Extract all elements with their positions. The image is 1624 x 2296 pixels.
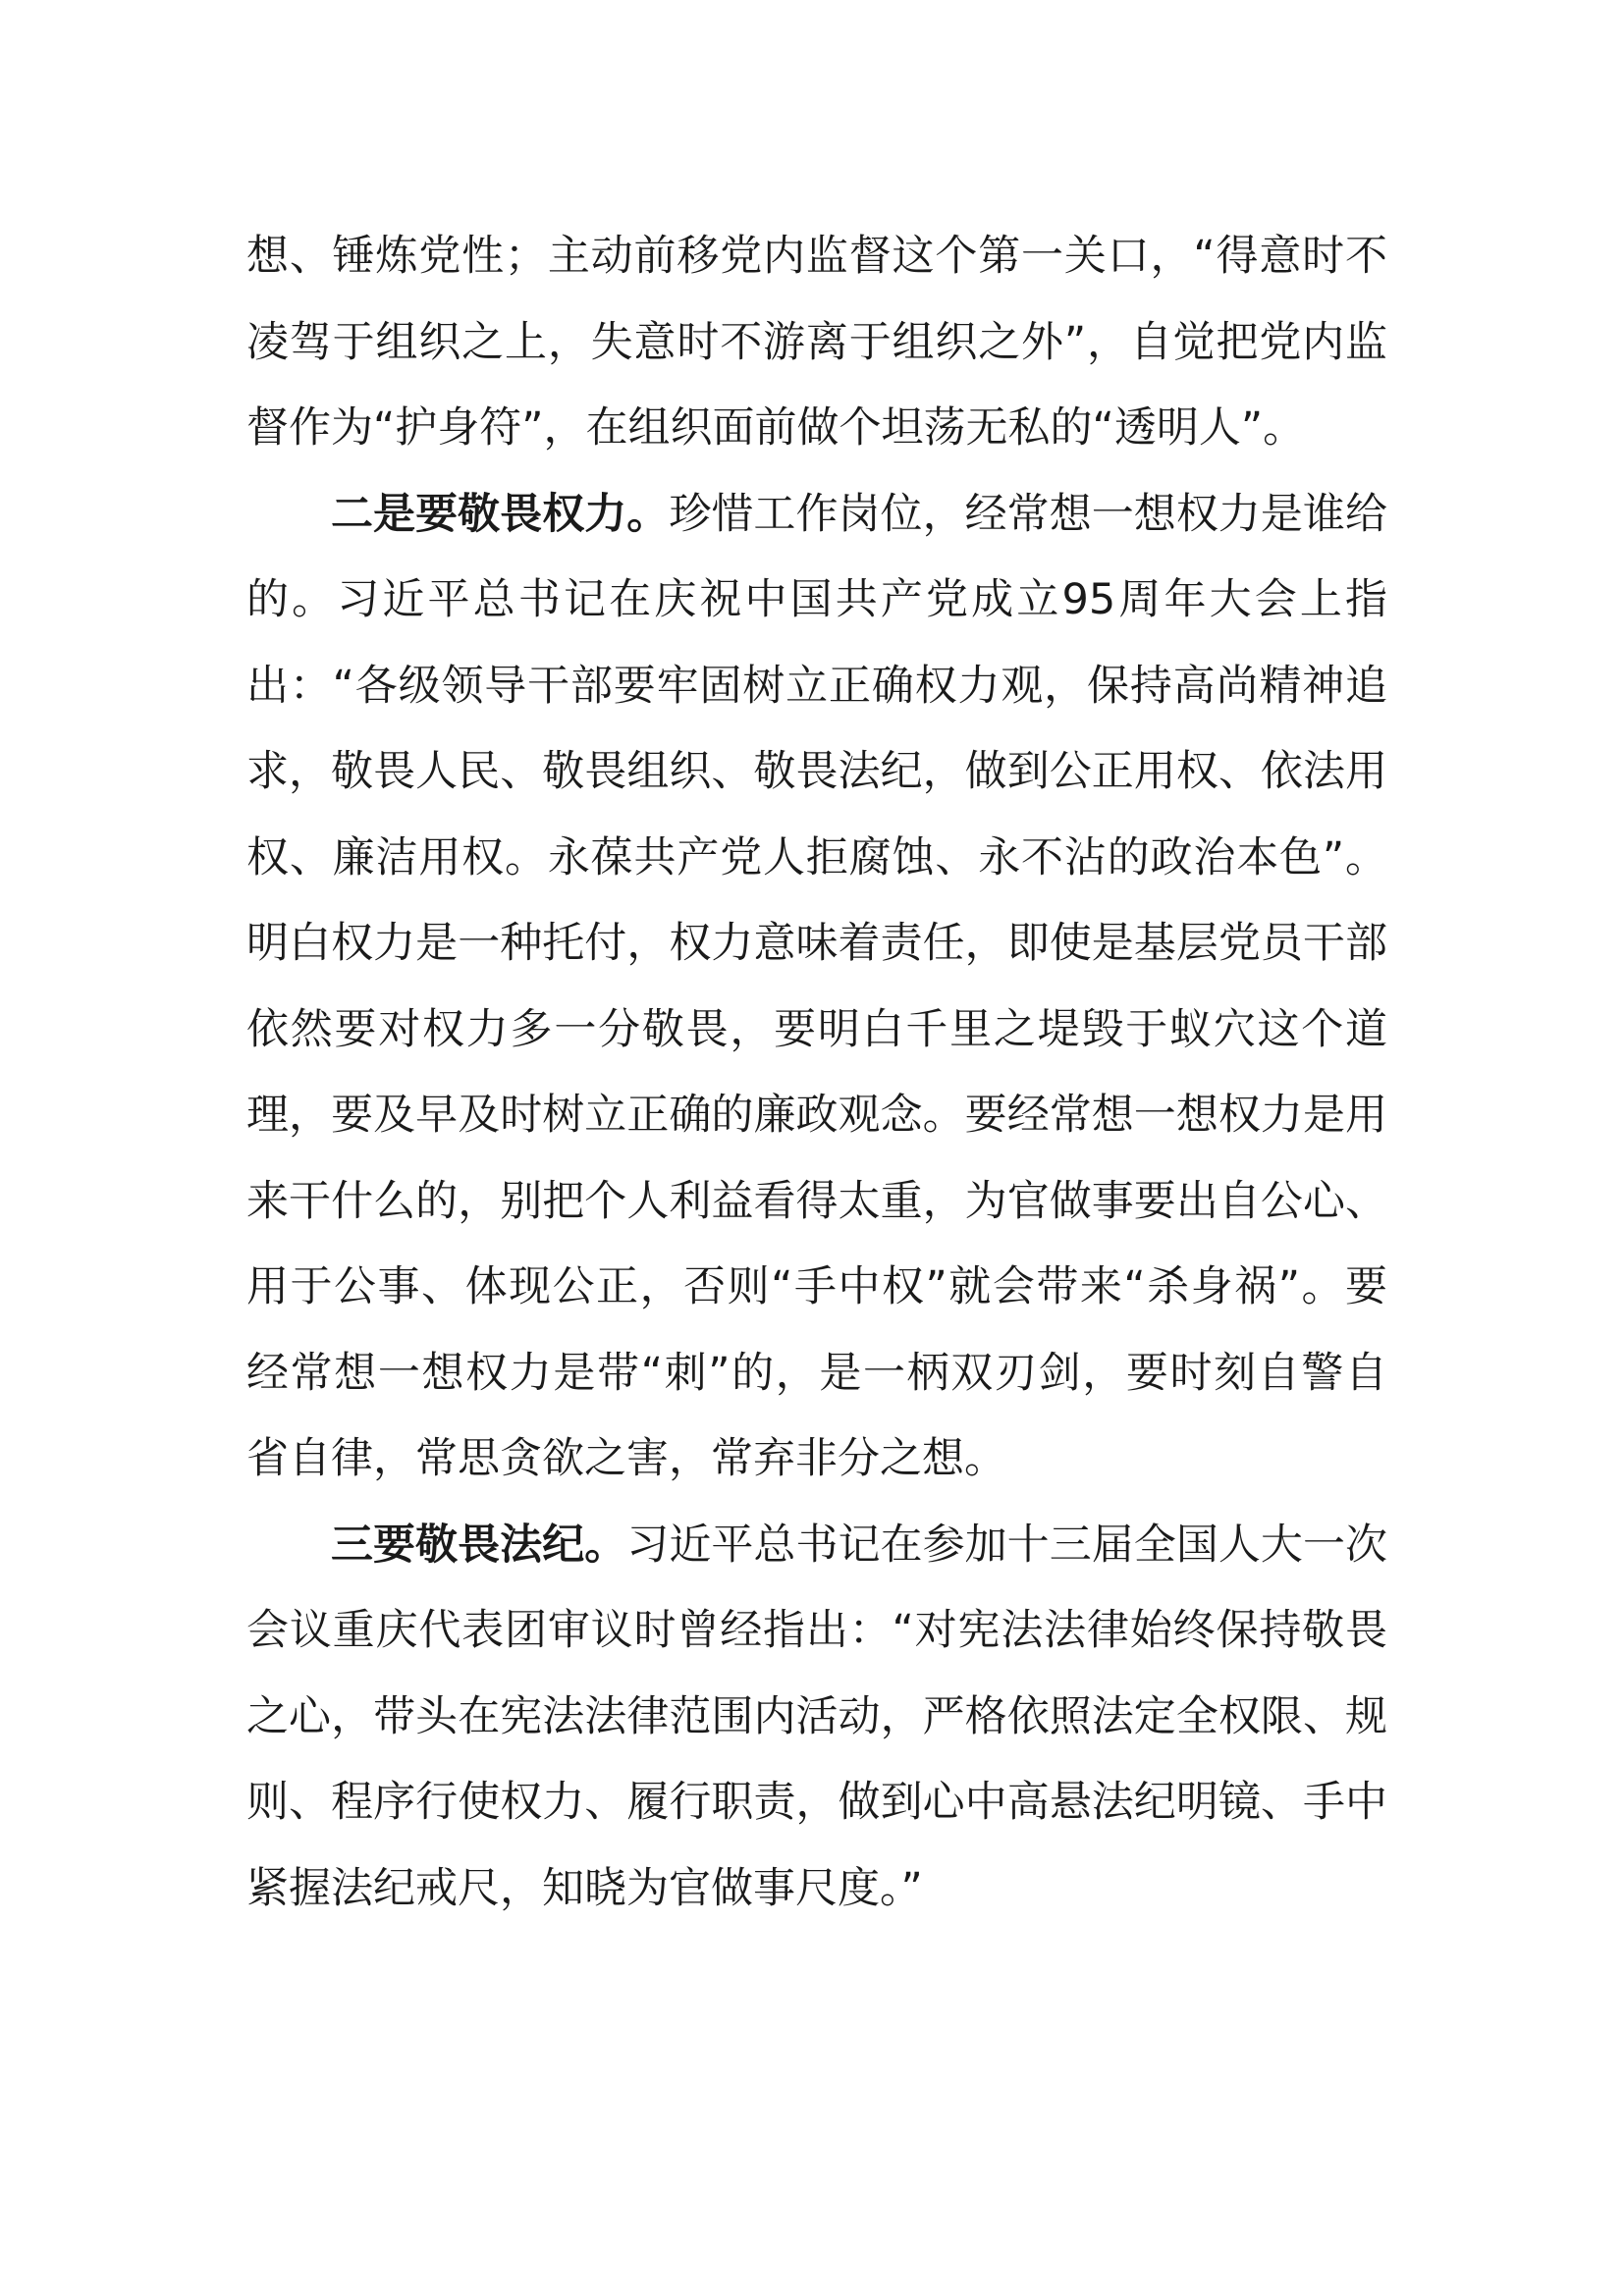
paragraph-respect-power: [246, 472, 1387, 1503]
paragraph-heading: 三要敬畏法纪。: [331, 1520, 627, 1570]
paragraph-respect-law: [246, 1503, 1387, 1933]
paragraph-text: 珍惜工作岗位，经常想一想权力是谁给的。习近平总书记在庆祝中国共产党成立95周年大会上指出：“各级领导干部要牢固树立正确权力观，保持高尚精神追求，敬畏人民、敬畏组织、敬畏法纪，做到公正用权、依法用权、廉洁用权。永葆共产党人拒腐蚀、永不沾的政治本色”。明白权力是一种托付，权力意味着责任，即使是基层党员干部依然要对权力多一分敬畏，要明白千里之堤毁于蚁穴这个道理，要及早及时树立正确的廉政观念。要经常想一想权力是用来干什么的，别把个人利益看得太重，为官做事要出自公心、用于公事、体现公正，否则“手中权”就会带来“杀身祸”。要经常想一想权力是带“刺”的，是一柄双刃剑，要时刻自警自省自律，常思贪欲之害，常弃非分之想。: [246, 489, 1388, 1483]
document-page: [246, 214, 1387, 1932]
paragraph-text: 习近平总书记在参加十三届全国人大一次会议重庆代表团审议时曾经指出：“对宪法法律始终保持敬畏之心，带头在宪法法律范围内活动，严格依照法定全权限、规则、程序行使权力、履行职责，做到心中高悬法纪明镜、手中紧握法纪戒尺，知晓为官做事尺度。”: [246, 1520, 1388, 1913]
paragraph-text: 想、锤炼党性；主动前移党内监督这个第一关口，“得意时不凌驾于组织之上，失意时不游离于组织之外”，自觉把党内监督作为“护身符”，在组织面前做个坦荡无私的“透明人”。: [246, 232, 1387, 453]
paragraph-heading: 二是要敬畏权力。: [331, 489, 670, 539]
paragraph-continuation: [246, 214, 1387, 472]
